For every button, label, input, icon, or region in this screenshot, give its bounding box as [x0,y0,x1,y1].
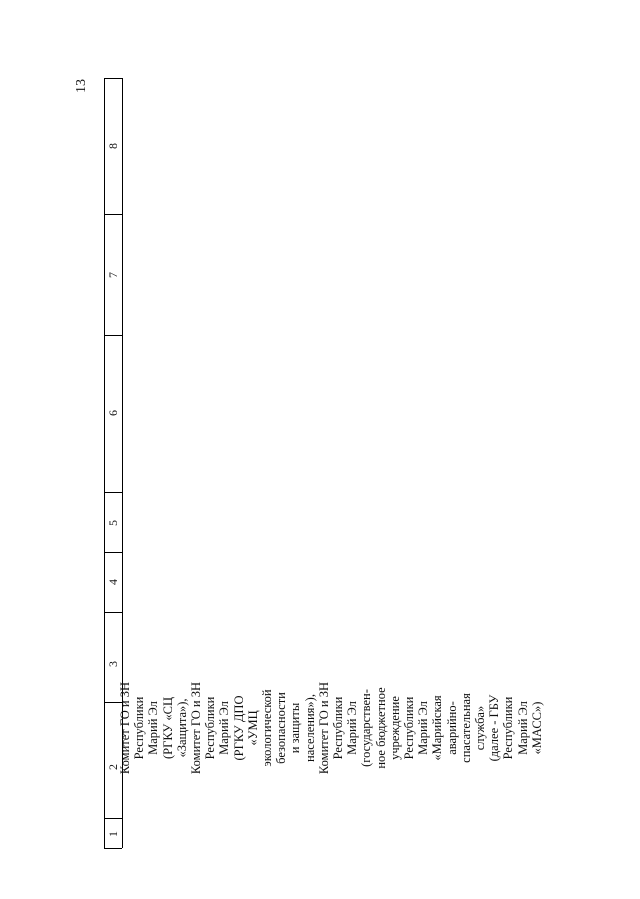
cell-text-line: безопасности [274,692,289,764]
cell-text-line: служба» [473,705,488,751]
column-number-1: 1 [106,831,120,837]
cell-text-line: и защиты [288,702,303,754]
cell-text-line: Республики [402,696,417,760]
column-number-4: 4 [106,579,120,585]
cell-text-line: (РГКУ «СЦ [160,696,175,760]
cell-text-line: Республики [132,696,147,760]
cell-text-line: аварийно- [444,701,459,755]
cell-text-line: Марий Эл [416,701,431,755]
cell-text-line: Марий Эл [217,701,232,755]
page-number: 13 [74,79,89,93]
cell-text-line: Республики [331,696,346,760]
cell-text-line: (РГКУ ДПО [231,695,246,761]
cell-text-line: (государствен- [359,689,374,767]
cell-text-line: Комитет ГО и ЗН [189,681,204,775]
cell-text-line: «МАСС») [529,701,544,755]
table-border-left [104,78,105,848]
cell-text-line: Комитет ГО и ЗН [118,681,132,775]
column-separator [104,335,122,336]
cell-text-line: «УМЦ [245,710,260,746]
cell-text-line: Республики [203,696,218,760]
cell-text-line: Республики [501,696,516,760]
cell-text-line: ное бюджетное [373,687,388,769]
cell-text-line: (далее - ГБУ [487,694,502,762]
column-number-6: 6 [106,410,120,416]
column-separator [104,214,122,215]
cell-text-line: спасательная [458,693,473,763]
table-border-top [104,78,122,79]
cell-text-line: Марий Эл [515,701,530,755]
table-border-bottom [104,848,122,849]
cell-text-line: «Марийская [430,695,445,761]
cell-text-line: «Защита»), [174,698,189,758]
column-separator [104,492,122,493]
column-number-5: 5 [106,520,120,526]
cell-text-line: Марий Эл [146,701,161,755]
column-number-2: 2 [106,764,120,770]
column-3-cell [118,612,570,844]
cell-text-line: Комитет ГО и ЗН [316,681,331,775]
column-3-text [118,612,570,844]
cell-text-line: учреждение [387,696,402,760]
column-separator [104,552,122,553]
column-number-3: 3 [106,661,120,667]
column-number-8: 8 [106,143,120,149]
cell-text-line: населения»), [302,694,317,762]
cell-text-line: Марий Эл [345,701,360,755]
cell-text-line: экологической [260,689,275,767]
column-number-7: 7 [106,272,120,278]
